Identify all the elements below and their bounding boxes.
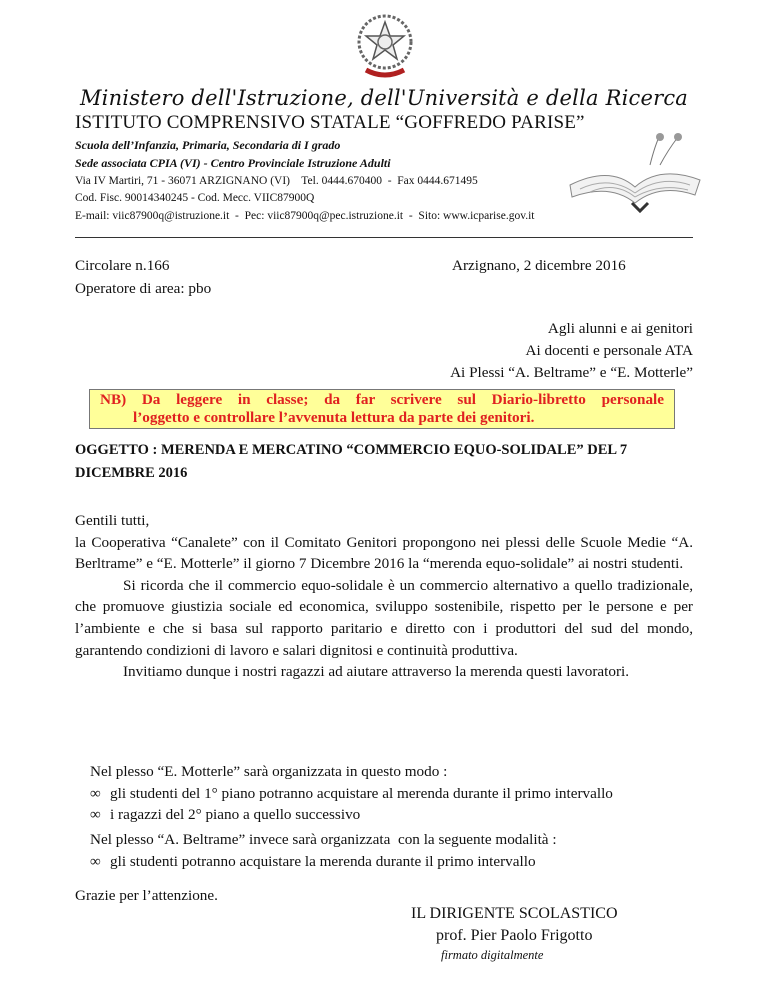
- ministry-name: Ministero dell'Istruzione, dell'Università e della Ricerca: [79, 86, 689, 110]
- paragraph: Invitiamo dunque i nostri ragazzi ad aiutare attraverso la merenda questi lavoratori.: [123, 663, 630, 681]
- associated-seat: Sede associata CPIA (VI) - Centro Provinciale Istruzione Adulti: [75, 156, 391, 170]
- notice-box: [89, 389, 675, 429]
- list-item: i ragazzi del 2° piano a quello successivo: [110, 806, 361, 824]
- closing: Grazie per l’attenzione.: [75, 887, 218, 904]
- signature-title: IL DIRIGENTE SCOLASTICO: [411, 905, 618, 922]
- paragraph: Si ricorda che il commercio equo-solidale è un commercio alternativo a quello tradizionale, che promuove giustizia sociale ed economica, sviluppo sostenibile, rispetto per le persone e per l’ambiente e che si basa sul rapporto paritario e diretto con i produttori del sud del mondo, garantendo condizioni di lavoro e salari dignitosi e continuità produttiva.: [75, 576, 693, 659]
- contacts: E-mail: viic87900q@istruzione.it - Pec: viic87900q@pec.istruzione.it - Sito: www.icparise.gov.it: [75, 210, 535, 222]
- bullet-icon: ∞: [90, 784, 101, 802]
- notice-line: l’oggetto e controllare l’avvenuta lettura da parte dei genitori.: [133, 409, 535, 426]
- section-intro: Nel plesso “E. Motterle” sarà organizzata in questo modo :: [90, 763, 448, 780]
- header-divider: [75, 237, 693, 238]
- recipient: Ai Plessi “A. Beltrame” e “E. Motterle”: [450, 364, 693, 381]
- signature-name: prof. Pier Paolo Frigotto: [436, 927, 593, 944]
- recipient: Agli alunni e ai genitori: [547, 320, 693, 337]
- school-types: Scuola dell’Infanzia, Primaria, Secondaria di I grado: [75, 138, 341, 152]
- bullet-icon: ∞: [90, 806, 101, 824]
- list-item: gli studenti del 1° piano potranno acquistare al merenda durante il primo intervallo: [110, 784, 613, 802]
- circular-number: Circolare n.166: [75, 257, 170, 274]
- beltrame-section: [90, 829, 557, 872]
- address: Via IV Martiri, 71 - 36071 ARZIGNANO (VI) Tel. 0444.670400 - Fax 0444.671495: [75, 175, 478, 187]
- operator: Operatore di area: pbo: [75, 280, 212, 297]
- letter-body: [75, 510, 693, 683]
- recipient: Ai docenti e personale ATA: [525, 342, 693, 359]
- place-date: Arzignano, 2 dicembre 2016: [452, 257, 626, 274]
- signature-note: firmato digitalmente: [441, 948, 544, 962]
- bullet-icon: ∞: [90, 852, 101, 870]
- greeting: Gentili tutti,: [75, 512, 150, 529]
- section-intro: Nel plesso “A. Beltrame” invece sarà organizzata con la seguente modalità :: [90, 831, 557, 848]
- codes: Cod. Fisc. 90014340245 - Cod. Mecc. VIIC87900Q: [75, 192, 315, 204]
- subject: OGGETTO : MERENDA E MERCATINO “COMMERCIO EQUO-SOLIDALE” DEL 7 DICEMBRE 2016: [75, 442, 628, 481]
- school-name: ISTITUTO COMPRENSIVO STATALE “GOFFREDO PARISE”: [75, 112, 585, 133]
- motterle-section: [90, 761, 613, 826]
- open-book-logo: [560, 125, 705, 215]
- republic-emblem-logo: [352, 10, 418, 82]
- paragraph: la Cooperativa “Canalete” con il Comitato Genitori propongono nei plessi delle Scuole Medie “A. Berltrame” e “E. Motterle” il giorno 7 Dicembre 2016 la “merenda equo-solidale” ai nostri studenti.: [75, 533, 693, 573]
- list-item: gli studenti potranno acquistare la merenda durante il primo intervallo: [110, 852, 536, 870]
- notice-line: NB) Da leggere in classe; da far scrivere sul Diario-libretto personale: [100, 391, 664, 408]
